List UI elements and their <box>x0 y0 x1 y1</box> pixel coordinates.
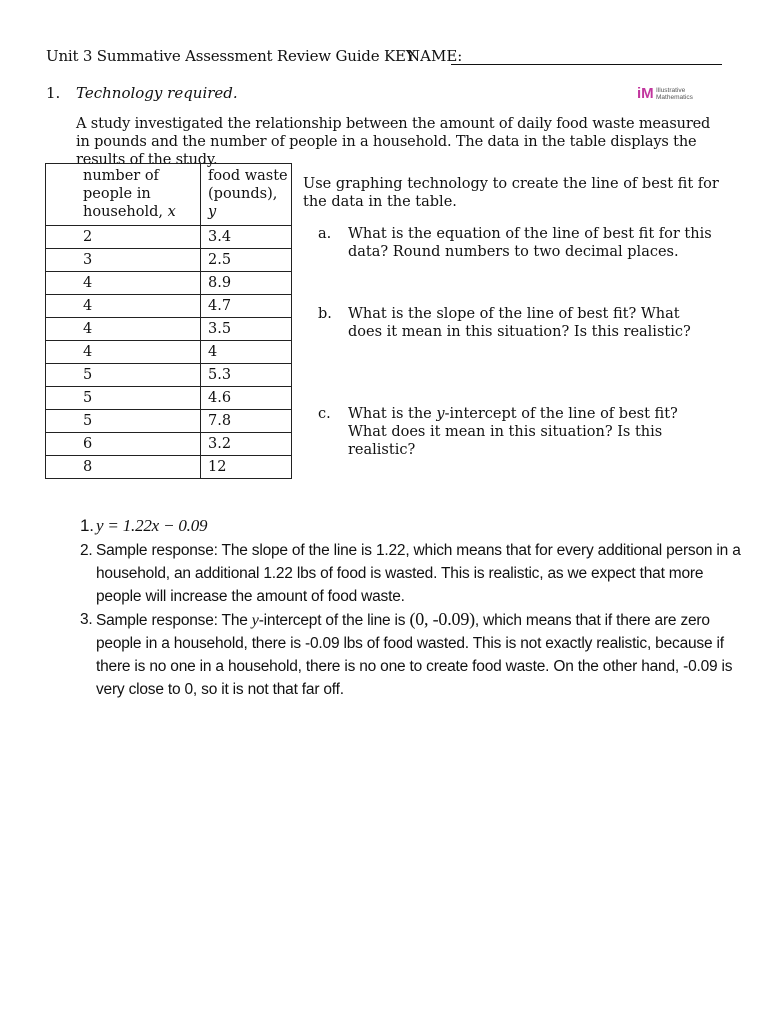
cell-people: 6 <box>46 433 201 456</box>
answer-2 <box>80 539 750 608</box>
table-row <box>46 295 292 318</box>
table-row <box>46 364 292 387</box>
table-row <box>46 341 292 364</box>
table-row <box>46 433 292 456</box>
cell-food-waste: 3.4 <box>201 226 292 249</box>
answer-2-number: 2. <box>80 542 93 559</box>
cell-food-waste: 4 <box>201 341 292 364</box>
column-header-people-text: number of people in household, <box>83 168 168 220</box>
part-c-var: y <box>436 406 445 422</box>
cell-food-waste: 3.2 <box>201 433 292 456</box>
table-row <box>46 456 292 479</box>
answer-1-number: 1. <box>80 516 94 535</box>
illustrative-mathematics-logo <box>637 86 707 102</box>
cell-people: 4 <box>46 272 201 295</box>
cell-people: 5 <box>46 410 201 433</box>
cell-people: 4 <box>46 318 201 341</box>
cell-people: 3 <box>46 249 201 272</box>
cell-food-waste: 7.8 <box>201 410 292 433</box>
part-c-text <box>348 405 718 459</box>
cell-people: 5 <box>46 364 201 387</box>
part-b-letter: b. <box>318 306 332 322</box>
part-a-text: What is the equation of the line of best fit for this data? Round numbers to two decimal places. <box>348 226 712 260</box>
data-table <box>45 163 292 479</box>
cell-food-waste: 2.5 <box>201 249 292 272</box>
answer-3-var: y <box>251 612 259 629</box>
logo-line-1: Illustrative <box>656 87 686 94</box>
answer-1 <box>80 514 750 537</box>
part-c-letter: c. <box>318 406 331 422</box>
answer-3-point: (0, -0.09) <box>409 609 475 629</box>
answer-3-text-after: , which means that if there are zero people in a household, there is -0.09 lbs of food wasted. This is not exactly realistic, because if there is no one in a household, there is no one to create food waste. On the other hand, -0.09 is very close to 0, so it is not that far off. <box>96 612 733 698</box>
answer-3 <box>80 608 750 701</box>
im-logo-icon: iM <box>637 85 654 102</box>
name-label: NAME: <box>407 47 463 65</box>
table-row <box>46 249 292 272</box>
column-header-people-var: x <box>167 204 176 220</box>
cell-people: 4 <box>46 341 201 364</box>
part-a-letter: a. <box>318 226 332 242</box>
table-body <box>46 226 292 479</box>
column-header-food-waste-text: food waste (pounds), <box>208 168 288 202</box>
cell-people: 4 <box>46 295 201 318</box>
table-row <box>46 387 292 410</box>
table-header-row <box>46 164 292 226</box>
answer-3-text-before: Sample response: The <box>96 612 252 629</box>
cell-people: 2 <box>46 226 201 249</box>
column-header-food-waste-var: y <box>208 204 217 220</box>
table-row <box>46 410 292 433</box>
table-row <box>46 226 292 249</box>
question-prompt: Use graphing technology to create the line of best fit for the data in the table. <box>303 176 719 210</box>
part-c-text-after: -intercept of the line of best fit? What does it mean in this situation? Is this realistic? <box>348 406 678 458</box>
answer-3-number: 3. <box>80 611 93 628</box>
cell-food-waste: 8.9 <box>201 272 292 295</box>
cell-food-waste: 5.3 <box>201 364 292 387</box>
question-number: 1. <box>46 84 61 102</box>
table-row <box>46 272 292 295</box>
cell-food-waste: 4.7 <box>201 295 292 318</box>
part-b-text: What is the slope of the line of best fit? What does it mean in this situation? Is this realistic? <box>348 306 691 340</box>
cell-people: 8 <box>46 456 201 479</box>
document-title: Unit 3 Summative Assessment Review Guide KEY <box>46 47 416 65</box>
cell-food-waste: 3.5 <box>201 318 292 341</box>
technology-note: Technology required. <box>76 84 238 102</box>
logo-line-2: Mathematics <box>656 94 693 101</box>
logo-wordmark <box>656 87 693 101</box>
cell-food-waste: 4.6 <box>201 387 292 410</box>
column-header-food-waste <box>201 164 292 226</box>
table-row <box>46 318 292 341</box>
answer-key <box>80 514 750 701</box>
answer-3-text-mid: -intercept of the line is <box>258 612 410 629</box>
part-c-text-before: What is the <box>348 406 437 422</box>
name-blank-line <box>451 64 722 65</box>
column-header-people <box>46 164 201 226</box>
answer-1-equation: y = 1.22x − 0.09 <box>96 516 208 535</box>
cell-food-waste: 12 <box>201 456 292 479</box>
answer-2-text: Sample response: The slope of the line is 1.22, which means that for every additional person in a household, an additional 1.22 lbs of food is wasted. This is realistic, as we expect that more people will increase the amount of food waste. <box>96 542 741 605</box>
cell-people: 5 <box>46 387 201 410</box>
question-intro: A study investigated the relationship between the amount of daily food waste measured in pounds and the number of people in a household. The data in the table displays the results of the study. <box>76 116 711 168</box>
